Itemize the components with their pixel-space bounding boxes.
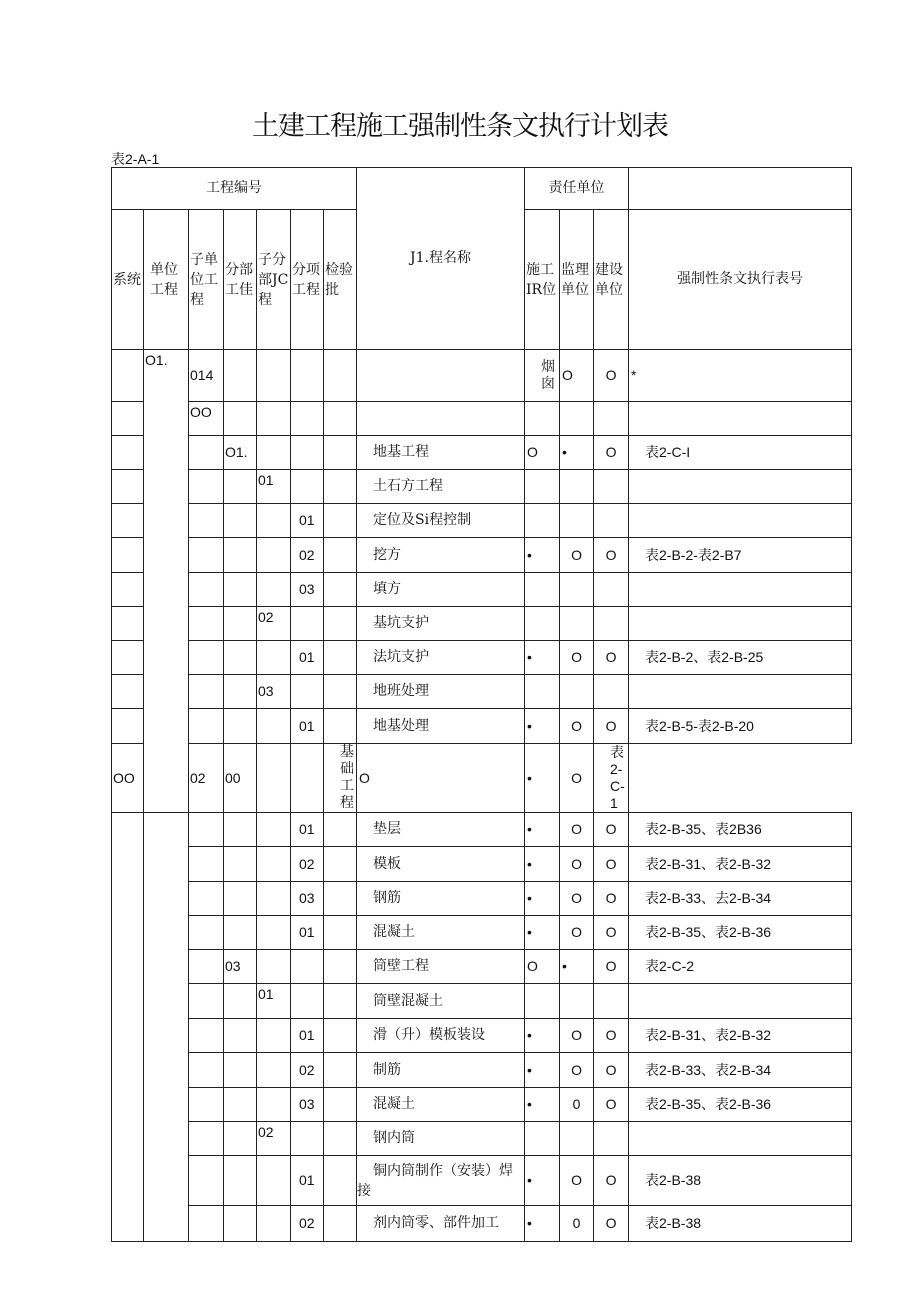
row-item	[291, 950, 324, 984]
row-exec-ref: 表2-B-33、表2-B-34	[629, 1053, 852, 1088]
table-row	[112, 984, 852, 1019]
row-sub-unit	[189, 1088, 224, 1122]
row-sub-division	[257, 538, 291, 573]
table-number: 表2-A-1	[111, 151, 160, 167]
row-item: 03	[291, 1088, 324, 1122]
row-owner-mark: O	[594, 1206, 629, 1242]
row-owner-mark: O	[594, 847, 629, 882]
row-construction-mark: •	[525, 813, 560, 847]
row-sub-division	[257, 1019, 291, 1053]
row-unit	[112, 607, 144, 641]
row-batch	[291, 744, 324, 813]
row-construction-mark	[525, 504, 560, 538]
row-owner-mark	[594, 402, 629, 436]
row-sub-division: 01	[257, 984, 291, 1019]
table-row	[112, 1053, 852, 1088]
row-supervision-mark: •	[525, 744, 560, 813]
row-unit	[112, 573, 144, 607]
row-supervision-mark	[560, 607, 594, 641]
row-sub-unit: OO	[189, 402, 224, 436]
row-sub-unit	[189, 916, 224, 950]
row-supervision-mark: •	[560, 436, 594, 470]
row-sub-unit	[189, 1122, 224, 1156]
row-supervision-mark: O	[560, 1156, 594, 1206]
row-unit: 014	[189, 350, 224, 402]
row-exec-ref	[629, 573, 852, 607]
row-division	[224, 709, 257, 744]
row-batch	[324, 1156, 357, 1206]
table-row	[112, 538, 852, 573]
row-owner-mark: O	[594, 916, 629, 950]
row-name: 定位及Si程控制	[357, 504, 525, 538]
row-supervision-mark: O	[560, 1019, 594, 1053]
row-sub-unit	[189, 504, 224, 538]
row-batch	[324, 1019, 357, 1053]
row-supervision-mark: O	[594, 350, 629, 402]
table-row	[112, 847, 852, 882]
row-batch	[324, 709, 357, 744]
header-sub-division: 子分部JC程	[257, 210, 291, 350]
header-item: 分项工程	[291, 210, 324, 350]
row-sub-unit	[189, 573, 224, 607]
row-owner-mark: O	[594, 436, 629, 470]
row-owner-mark	[594, 470, 629, 504]
row-batch	[324, 950, 357, 984]
row-supervision-mark	[560, 470, 594, 504]
row-unit	[112, 470, 144, 504]
row-division: 02	[189, 744, 224, 813]
row-division	[224, 916, 257, 950]
row-item	[324, 350, 357, 402]
row-construction-mark	[525, 1122, 560, 1156]
row-supervision-mark: O	[560, 538, 594, 573]
row-supervision-mark: O	[560, 813, 594, 847]
row-exec-ref: 表2-B-35、表2B36	[629, 813, 852, 847]
row-name: 混凝土	[357, 1088, 525, 1122]
row-batch	[324, 607, 357, 641]
row-name: 筒壁混凝土	[357, 984, 525, 1019]
row-division	[224, 1019, 257, 1053]
row-sub-unit	[189, 1206, 224, 1242]
table-row	[112, 675, 852, 709]
row-name: 铜内筒制作（安装）焊接	[357, 1156, 525, 1206]
row-owner-mark: *	[629, 350, 852, 402]
row-name: 基坑支护	[357, 607, 525, 641]
row-exec-ref: 表2-B-38	[629, 1206, 852, 1242]
row-unit	[112, 709, 144, 744]
row-name: 制筋	[357, 1053, 525, 1088]
row-construction-mark: •	[525, 882, 560, 916]
header-resp-group: 责任单位	[525, 168, 629, 210]
row-sub-division	[257, 950, 291, 984]
header-construction: 施工IR位	[525, 210, 560, 350]
row-division	[224, 1088, 257, 1122]
row-sub-division	[257, 882, 291, 916]
header-code-group: 工程编号	[112, 168, 357, 210]
row-unit	[112, 538, 144, 573]
row-unit	[112, 436, 144, 470]
row-construction-mark: •	[525, 641, 560, 675]
row-sub-unit	[189, 813, 224, 847]
row-supervision-mark: O	[560, 882, 594, 916]
row-construction-mark: •	[525, 1019, 560, 1053]
row-name: 剂内筒零、部件加工	[357, 1206, 525, 1242]
row-supervision-mark: O	[560, 641, 594, 675]
table-row	[112, 1019, 852, 1053]
page-title: 土建工程施工强制性条文执行计划表	[252, 111, 668, 142]
row-supervision-mark	[560, 504, 594, 538]
row-exec-ref	[629, 470, 852, 504]
header-sub-unit: 子单位工程	[189, 210, 224, 350]
row-sub-unit	[189, 1053, 224, 1088]
row-supervision-mark: O	[560, 916, 594, 950]
row-name: 钢内筒	[357, 1122, 525, 1156]
row-batch	[324, 813, 357, 847]
row-sub-unit	[189, 538, 224, 573]
row-owner-mark: O	[594, 813, 629, 847]
row-owner-mark: O	[560, 744, 594, 813]
table-row	[112, 504, 852, 538]
row-sub-unit	[189, 1156, 224, 1206]
table-row	[112, 1206, 852, 1242]
row-batch	[324, 984, 357, 1019]
row-owner-mark	[594, 607, 629, 641]
row-item	[291, 984, 324, 1019]
header-division: 分部工佳	[224, 210, 257, 350]
row-sub-unit	[189, 1019, 224, 1053]
table-row	[112, 607, 852, 641]
row-item: 02	[291, 847, 324, 882]
row-division	[224, 813, 257, 847]
row-division	[224, 984, 257, 1019]
row-construction-mark	[525, 402, 560, 436]
row-item: 01	[291, 1156, 324, 1206]
row-batch	[357, 350, 525, 402]
row-name: 法坑支护	[357, 641, 525, 675]
row-owner-mark: O	[594, 709, 629, 744]
row-sub-division: 02	[257, 607, 291, 641]
row-division	[224, 573, 257, 607]
row-exec-ref: 表2-B-31、表2-B-32	[629, 847, 852, 882]
row-system: O1.	[144, 350, 189, 813]
table-row	[112, 744, 852, 813]
row-batch	[324, 1206, 357, 1242]
row-sub-unit	[189, 847, 224, 882]
row-owner-mark: O	[594, 1053, 629, 1088]
row-unit	[112, 402, 144, 436]
row-supervision-mark	[560, 1122, 594, 1156]
row-name: 基础工程	[324, 744, 357, 813]
row-sub-division	[257, 402, 291, 436]
header-name: J1.程名称	[357, 168, 525, 350]
row-sub-division	[257, 847, 291, 882]
row-batch	[324, 1053, 357, 1088]
row-exec-ref	[629, 675, 852, 709]
row-owner-mark	[594, 1122, 629, 1156]
row-construction-mark: O	[525, 950, 560, 984]
table-row	[112, 1088, 852, 1122]
row-construction-mark	[525, 470, 560, 504]
row-sub-division	[257, 813, 291, 847]
row-sub-division: 03	[257, 675, 291, 709]
row-exec-ref: 表2-B-2、表2-B-25	[629, 641, 852, 675]
row-sub-division	[257, 436, 291, 470]
row-sub-unit	[189, 709, 224, 744]
row-owner-mark: O	[594, 641, 629, 675]
row-sub-unit: OO	[112, 744, 144, 813]
table-row	[112, 402, 852, 436]
row-item	[291, 607, 324, 641]
row-supervision-mark	[560, 675, 594, 709]
row-name: 钢筋	[357, 882, 525, 916]
table-row	[112, 813, 852, 847]
table-row	[112, 916, 852, 950]
row-sub-unit	[224, 350, 257, 402]
row-owner-mark	[594, 504, 629, 538]
table-row	[112, 470, 852, 504]
row-exec-ref: 表2-C-2	[629, 950, 852, 984]
header-owner: 建设单位	[594, 210, 629, 350]
row-item: 02	[291, 1206, 324, 1242]
row-name: 滑（升）模板装设	[357, 1019, 525, 1053]
row-name: 垫层	[357, 813, 525, 847]
table-row	[112, 1156, 852, 1206]
row-batch	[324, 1122, 357, 1156]
row-division	[224, 1156, 257, 1206]
row-name: 地班处理	[357, 675, 525, 709]
row-item: 01	[291, 504, 324, 538]
row-sub-unit	[189, 641, 224, 675]
row-item	[291, 1122, 324, 1156]
row-construction-mark: •	[525, 1053, 560, 1088]
table-row	[112, 350, 852, 402]
table-row	[112, 882, 852, 916]
table-row	[112, 950, 852, 984]
row-batch	[324, 916, 357, 950]
row-construction-mark: O	[357, 744, 525, 813]
row-sub-division: 02	[257, 1122, 291, 1156]
table-row	[112, 709, 852, 744]
header-supervision: 监理单位	[560, 210, 594, 350]
header-unit: 单位工程	[144, 210, 189, 350]
row-exec-ref: 表2-C-1	[594, 744, 629, 813]
row-name: 烟囱	[525, 350, 560, 402]
row-exec-ref: 表2-B-38	[629, 1156, 852, 1206]
row-exec-ref	[629, 984, 852, 1019]
row-sub-unit	[189, 470, 224, 504]
row-division	[224, 847, 257, 882]
row-division: 03	[224, 950, 257, 984]
row-division	[224, 538, 257, 573]
row-name: 土石方工程	[357, 470, 525, 504]
row-supervision-mark	[560, 984, 594, 1019]
row-owner-mark	[594, 573, 629, 607]
row-construction-mark: •	[525, 538, 560, 573]
row-division	[224, 504, 257, 538]
row-owner-mark: O	[594, 882, 629, 916]
row-item: 01	[291, 641, 324, 675]
table-row	[112, 641, 852, 675]
row-name: 模板	[357, 847, 525, 882]
row-item: 01	[291, 1019, 324, 1053]
row-construction-mark: •	[525, 1206, 560, 1242]
row-sub-unit	[189, 607, 224, 641]
header-blank	[629, 168, 852, 210]
row-exec-ref	[629, 607, 852, 641]
row-item	[257, 744, 291, 813]
row-division	[224, 1122, 257, 1156]
row-exec-ref: 表2-B-35、表2-B-36	[629, 916, 852, 950]
row-construction-mark: •	[525, 847, 560, 882]
table-row	[112, 436, 852, 470]
row-name: 筒壁工程	[357, 950, 525, 984]
row-division: O1.	[224, 436, 257, 470]
row-batch	[324, 675, 357, 709]
row-construction-mark: •	[525, 709, 560, 744]
row-owner-mark: O	[594, 950, 629, 984]
row-item	[291, 470, 324, 504]
row-construction-mark: •	[525, 916, 560, 950]
row-construction-mark	[525, 573, 560, 607]
row-construction-mark	[525, 607, 560, 641]
row-owner-mark: O	[594, 538, 629, 573]
row-owner-mark	[594, 984, 629, 1019]
row-sub-division	[257, 1156, 291, 1206]
row-item: 01	[291, 916, 324, 950]
row-exec-ref	[629, 504, 852, 538]
row-batch	[324, 402, 357, 436]
row-batch	[324, 504, 357, 538]
row-name: 地基处理	[357, 709, 525, 744]
row-sub-unit	[189, 882, 224, 916]
row-unit	[112, 641, 144, 675]
row-owner-mark: O	[594, 1156, 629, 1206]
row-supervision-mark: O	[560, 847, 594, 882]
row-batch	[324, 538, 357, 573]
row-unit	[112, 350, 144, 402]
row-sub-unit	[189, 436, 224, 470]
execution-plan-table	[111, 167, 852, 1242]
row-sub-division	[257, 504, 291, 538]
row-name: 地基工程	[357, 436, 525, 470]
row-batch	[324, 1088, 357, 1122]
row-construction-mark: O	[525, 436, 560, 470]
row-item: 02	[291, 538, 324, 573]
row-construction-mark: •	[525, 1088, 560, 1122]
row-item: 01	[291, 813, 324, 847]
row-division	[224, 675, 257, 709]
row-supervision-mark	[560, 573, 594, 607]
row-unit	[112, 504, 144, 538]
row-owner-mark	[594, 675, 629, 709]
table-row	[112, 1122, 852, 1156]
row-sub-unit	[189, 950, 224, 984]
row-construction-mark: •	[525, 1156, 560, 1206]
row-batch	[324, 847, 357, 882]
row-sub-unit	[189, 675, 224, 709]
row-division	[224, 607, 257, 641]
row-sub-division	[257, 573, 291, 607]
row-sub-division	[257, 1206, 291, 1242]
header-exec-no: 强制性条文执行表号	[629, 210, 852, 350]
row-item: 03	[291, 882, 324, 916]
row-item	[291, 436, 324, 470]
row-sub-division	[257, 916, 291, 950]
row-batch	[324, 573, 357, 607]
row-sub-division	[257, 641, 291, 675]
row-division	[224, 882, 257, 916]
row-division	[224, 402, 257, 436]
row-item: 01	[291, 709, 324, 744]
row-exec-ref: 表2-B-35、表2-B-36	[629, 1088, 852, 1122]
row-name	[357, 402, 525, 436]
row-name: 填方	[357, 573, 525, 607]
row-batch	[324, 882, 357, 916]
header-inspection: 检验批	[324, 210, 357, 350]
row-division	[224, 470, 257, 504]
row-sub-unit	[189, 984, 224, 1019]
row-sub-division	[257, 709, 291, 744]
row-division	[224, 641, 257, 675]
row-exec-ref: 表2-B-2-表2-B7	[629, 538, 852, 573]
row-sub-division: 01	[257, 470, 291, 504]
row-unit	[144, 813, 189, 1242]
row-batch	[324, 641, 357, 675]
row-construction-mark	[525, 675, 560, 709]
row-item	[291, 675, 324, 709]
row-supervision-mark: 0	[560, 1206, 594, 1242]
row-sub-division	[257, 1088, 291, 1122]
row-unit	[112, 675, 144, 709]
row-sub-division	[291, 350, 324, 402]
header-system: 系统	[112, 210, 144, 350]
row-construction-mark: O	[560, 350, 594, 402]
row-supervision-mark: O	[560, 709, 594, 744]
row-owner-mark: O	[594, 1019, 629, 1053]
row-exec-ref	[629, 402, 852, 436]
row-exec-ref: 表2-B-33、去2-B-34	[629, 882, 852, 916]
row-supervision-mark	[560, 402, 594, 436]
row-supervision-mark: •	[560, 950, 594, 984]
row-exec-ref: 表2-C-I	[629, 436, 852, 470]
row-supervision-mark: 0	[560, 1088, 594, 1122]
row-item: 03	[291, 573, 324, 607]
row-sub-division	[257, 1053, 291, 1088]
row-item: 02	[291, 1053, 324, 1088]
row-division	[257, 350, 291, 402]
row-name: 挖方	[357, 538, 525, 573]
row-sub-division: 00	[224, 744, 257, 813]
row-division	[224, 1053, 257, 1088]
row-exec-ref	[629, 1122, 852, 1156]
row-batch	[324, 436, 357, 470]
row-construction-mark	[525, 984, 560, 1019]
row-name: 混凝土	[357, 916, 525, 950]
row-supervision-mark: O	[560, 1053, 594, 1088]
table-row	[112, 573, 852, 607]
row-exec-ref: 表2-B-5-表2-B-20	[629, 709, 852, 744]
row-item	[291, 402, 324, 436]
row-batch	[324, 470, 357, 504]
row-system	[112, 813, 144, 1242]
row-exec-ref: 表2-B-31、表2-B-32	[629, 1019, 852, 1053]
row-owner-mark: O	[594, 1088, 629, 1122]
row-division	[224, 1206, 257, 1242]
